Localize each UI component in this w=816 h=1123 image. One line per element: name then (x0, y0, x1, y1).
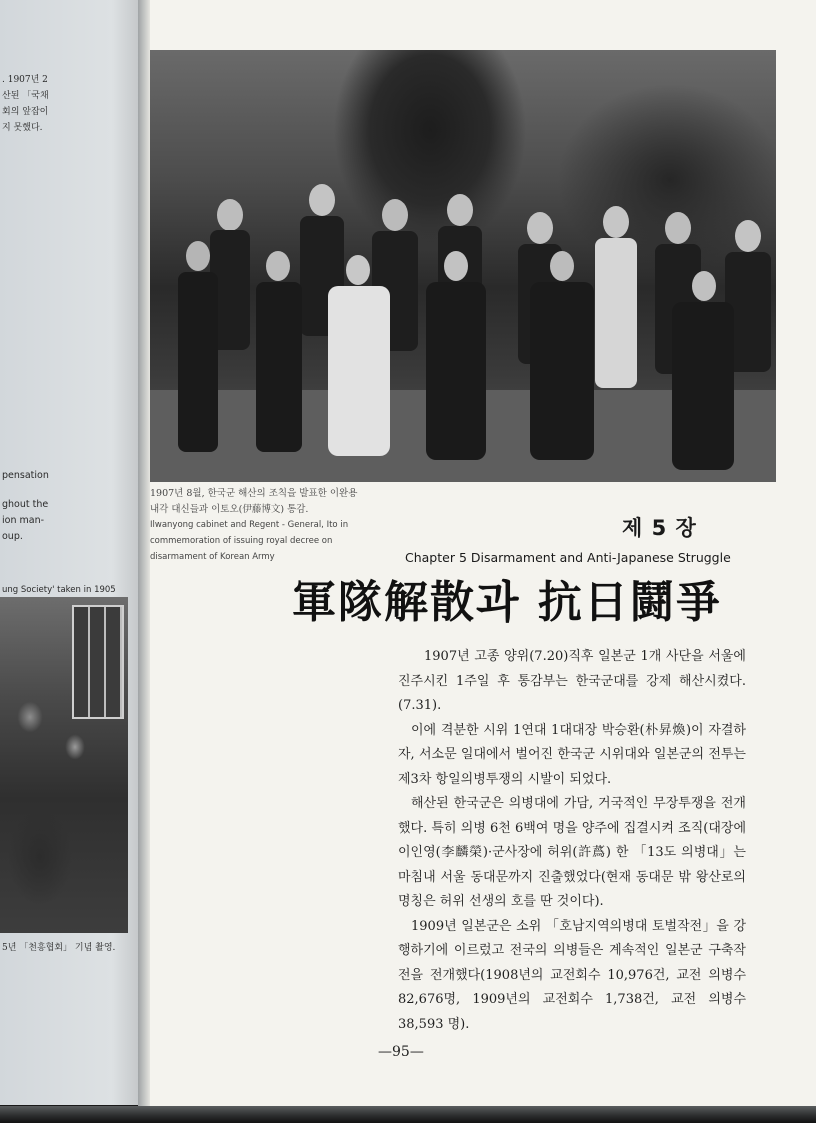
left-text-line: . 1907년 2 (2, 75, 48, 85)
left-page (0, 0, 140, 1105)
cabinet-group-photo (150, 50, 776, 482)
left-text-line: 회의 앞잡이 (2, 107, 49, 117)
left-en-line: ghout the (2, 499, 49, 510)
chapter-english-title: Chapter 5 Disarmament and Anti-Japanese Struggle (405, 550, 731, 565)
page-number: —95— (378, 1044, 424, 1060)
body-paragraph: 해산된 한국군은 의병대에 가담, 거국적인 무장투쟁을 전개했다. 특히 의병 6천 6백여 명을 양주에 집결시켜 조직(대장에 이인영(李麟榮)·군사장에 허위(許蔿) 한 「13도 의병대」는 마침내 서울 동대문까지 진출했었다(현재 동대문 밖 왕산로의 명칭은 허위 선생의 호를 딴 것이다). (398, 796, 746, 909)
photo-caption-korean (150, 486, 357, 518)
left-en-line: ion man- (2, 515, 45, 526)
left-photo-caption-ko: 5년 「천흥협회」 기념 촬영. (2, 943, 116, 953)
left-photo-caption-en: ung Society' taken in 1905 (2, 585, 116, 595)
body-paragraph: 1909년 일본군은 소위 「호남지역의병대 토벌작전」을 강행하기에 이르렀고 전국의 의병들은 계속적인 일본군 구축작전을 전개했다(1908년의 교전회수 10,976건, 교전 의병수 82,676명, 1909년의 교전회수 1,738건, 교전 의병수 38,593 명). (398, 918, 746, 1032)
body-text (398, 645, 746, 1037)
photo-window (72, 605, 124, 719)
left-text-fragment (2, 72, 49, 136)
body-paragraph: 이에 격분한 시위 1연대 1대대장 박승환(朴昇煥)이 자결하자, 서소문 일대에서 벌어진 한국군 시위대와 일본군의 전투는 제3차 항일의병투쟁의 시발이 되었다. (398, 722, 746, 787)
left-text-line: 지 못했다. (2, 123, 43, 133)
left-group-photo (0, 597, 128, 933)
left-en-line: oup. (2, 531, 23, 542)
photo-caption-english: Ilwanyong cabinet and Regent - General, Ito in commemoration of issuing royal decree on disarmament of Korean Army (150, 520, 349, 562)
chapter-number: 제 5 장 (622, 516, 697, 540)
left-en-fragment: pensation (2, 470, 49, 481)
book-bottom-edge (0, 1106, 816, 1123)
caption-line: 내각 대신들과 이토오(伊藤博文) 통감. (150, 504, 309, 515)
caption-line: 1907년 8월, 한국군 해산의 조칙을 발표한 이완용 (150, 488, 358, 499)
body-paragraph: 1907년 고종 양위(7.20)직후 일본군 1개 사단을 서울에 진주시킨 1주일 후 통감부는 한국군대를 강제 해산시켰다. (7.31). (398, 649, 746, 713)
photo-figures (150, 50, 776, 482)
left-en-fragment-block (2, 497, 48, 545)
left-text-line: 산된 「국채 (2, 91, 49, 101)
chapter-title: 軍隊解散과 抗日鬪爭 (292, 577, 722, 628)
